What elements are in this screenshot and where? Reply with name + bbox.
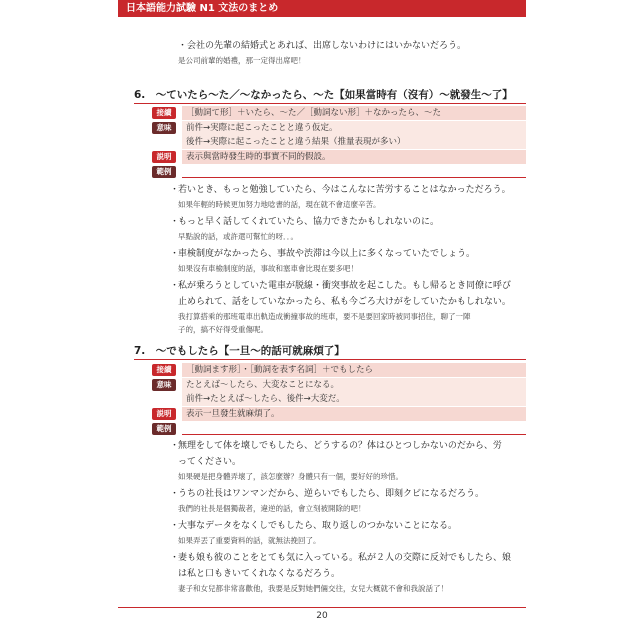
section-6-title: 6. ～ていたら～た／～なかったら、～た【如果當時有（沒有）～就發生～了】: [134, 89, 513, 101]
list-item: ・ 妻も娘も彼のことをとても気に入っている。私が２人の交際に反対でもしたら、娘 は私と口もきいてくれなくなるだろう。 妻子和女兒都非常喜歡他，我要是反對她們倆交往，女兒大概就不會和我說話了！: [170, 553, 512, 593]
page-number: 20: [316, 611, 328, 621]
meaning-label: 意味: [152, 379, 176, 391]
connect-label: 接續: [152, 364, 176, 376]
example-rule: [182, 422, 526, 435]
example-japanese-cont: ってください。: [178, 457, 242, 467]
section-7-explain-row: [148, 407, 526, 421]
explain-label: 説明: [152, 151, 176, 163]
connect-text: ［動詞て形］＋いたら、～た／［動詞ない形］＋なかったら、～た: [182, 106, 526, 120]
connect-text: ［動詞ます形］・［動詞を表す名詞］＋でもしたら: [182, 363, 526, 377]
section-7-example-row: [148, 422, 526, 436]
example-chinese: 早點說的話，或許還可幫忙的呀．．。: [178, 232, 298, 241]
meaning-label: 意味: [152, 122, 176, 134]
example-chinese: 是公司前輩的婚禮，那一定得出席吧！: [178, 56, 306, 65]
example-japanese: 妻も娘も彼のことをとても気に入っている。私が２人の交際に反対でもしたら、娘: [178, 553, 512, 563]
section-6-example-row: [148, 165, 526, 179]
header-title: 日本語能力試驗 N1 文法のまとめ: [126, 3, 279, 14]
section-7-title: 7. ～でもしたら【一旦～的話可就麻煩了】: [134, 345, 345, 357]
meaning-text-2: 後件→実際に起こったことと違う結果（推量表現が多い）: [182, 135, 526, 149]
example-japanese: 私が乗ろうとしていた電車が脱線・衝突事故を起こした。もし帰るとき同僚に呼び: [178, 281, 512, 291]
meaning-text-1: たとえば～したら、大変なことになる。: [182, 378, 526, 392]
section-6-meaning-row: [148, 121, 526, 149]
list-item: ・ もっと早く話してくれていたら、協力できたかもしれないのに。 早點說的話，或許還可幫忙的呀．．。: [170, 217, 440, 241]
example-japanese-cont: は私と口もきいてくれなくなるだろう。: [178, 569, 341, 579]
example-chinese: 如果年輕的時候更加努力地唸書的話，現在就不會這麼辛苦。: [178, 200, 381, 209]
example-japanese: もっと早く話してくれていたら、協力できたかもしれないのに。: [178, 217, 440, 227]
example-japanese: 無理をして体を壊しでもしたら、どうするの？体はひとつしかないのだから、労: [178, 441, 502, 451]
example-chinese: 妻子和女兒都非常喜歡他，我要是反對她們倆交往，女兒大概就不會和我說話了！: [178, 584, 448, 593]
list-item: ・ うちの社長はワンマンだから、逆らいでもしたら、即刻クビになるだろう。 我們的社長是個獨裁者，違逆的話，會立刻被開除的吧！: [170, 489, 485, 513]
section-6-explain-row: [148, 150, 526, 164]
example-japanese: 車検制度がなかったら、事故や渋滞は今以上に多くなっていたでしょう。: [178, 249, 476, 259]
example-japanese: うちの社長はワンマンだから、逆らいでもしたら、即刻クビになるだろう。: [178, 489, 485, 499]
example-chinese: 如果弄丟了重要資料的話，就無法挽回了。: [178, 536, 321, 545]
example-japanese: ・会社の先輩の結婚式とあれば、出席しないわけにはいかないだろう。: [178, 41, 467, 51]
section-7-meaning-row: [148, 378, 526, 406]
list-item: ・ 大事なデータをなくしでもしたら、取り返しのつかないことになる。 如果弄丟了重要資料的話，就無法挽回了。: [170, 521, 458, 545]
explain-label: 説明: [152, 408, 176, 420]
section-7-rule: [134, 359, 526, 360]
example-label: 範例: [152, 423, 176, 435]
example-chinese-cont: 子的，搞不好得受重傷呢。: [178, 325, 268, 334]
meaning-text-1: 前件→実際に起こったことと違う仮定。: [182, 121, 526, 135]
list-item: ・ 若いとき、もっと勉強していたら、今はこんなに苦労することはなかっただろう。 如果年輕的時候更加努力地唸書的話，現在就不會這麼辛苦。: [170, 185, 511, 209]
example-rule: [182, 165, 526, 178]
example-japanese-cont: 止められて、話をしていなかったら、私も今ごろ大けがをしていたかもしれない。: [178, 297, 511, 307]
example-chinese: 我們的社長是個獨裁者，違逆的話，會立刻被開除的吧！: [178, 504, 366, 513]
meaning-text-2: 前件→たとえば～したら、後件→大変だ。: [182, 392, 526, 406]
explain-text: 表示一旦發生就麻煩了。: [182, 407, 526, 421]
example-chinese: 如果沒有車檢制度的話，事故和塞車會比現在要多吧！: [178, 264, 358, 273]
example-japanese: 若いとき、もっと勉強していたら、今はこんなに苦労することはなかっただろう。: [178, 185, 511, 195]
list-item: ・ 車検制度がなかったら、事故や渋滞は今以上に多くなっていたでしょう。 如果沒有車檢制度的話，事故和塞車會比現在要多吧！: [170, 249, 476, 273]
example-chinese: 如果硬是把身體弄壞了，該怎麼辦？身體只有一個，要好好的珍惜。: [178, 472, 403, 481]
top-example: [178, 41, 466, 66]
explain-text: 表示與當時發生時的事實不同的假設。: [182, 150, 526, 164]
document-page: [118, 17, 526, 623]
section-7-connect-row: [148, 363, 526, 377]
page-header: [118, 0, 526, 17]
list-item: ・ 私が乗ろうとしていた電車が脱線・衝突事故を起こした。もし帰るとき同僚に呼び 止められて、話をしていなかったら、私も今ごろ大けがをしていたかもしれない。 我打算搭乘的那班電車出軌造成衝撞事故的班車，要不是要回家時被同事招住，聊了一陣 子的，搞不好得受重傷呢。: [170, 281, 512, 334]
example-label: 範例: [152, 166, 176, 178]
list-item: ・ 無理をして体を壊しでもしたら、どうするの？体はひとつしかないのだから、労 ってください。 如果硬是把身體弄壞了，該怎麼辦？身體只有一個，要好好的珍惜。: [170, 441, 502, 481]
footer-rule: [118, 607, 526, 608]
section-6-rule: [134, 103, 526, 104]
connect-label: 接續: [152, 107, 176, 119]
section-6-connect-row: [148, 106, 526, 120]
example-japanese: 大事なデータをなくしでもしたら、取り返しのつかないことになる。: [178, 521, 458, 531]
example-chinese: 我打算搭乘的那班電車出軌造成衝撞事故的班車，要不是要回家時被同事招住，聊了一陣: [178, 312, 471, 321]
